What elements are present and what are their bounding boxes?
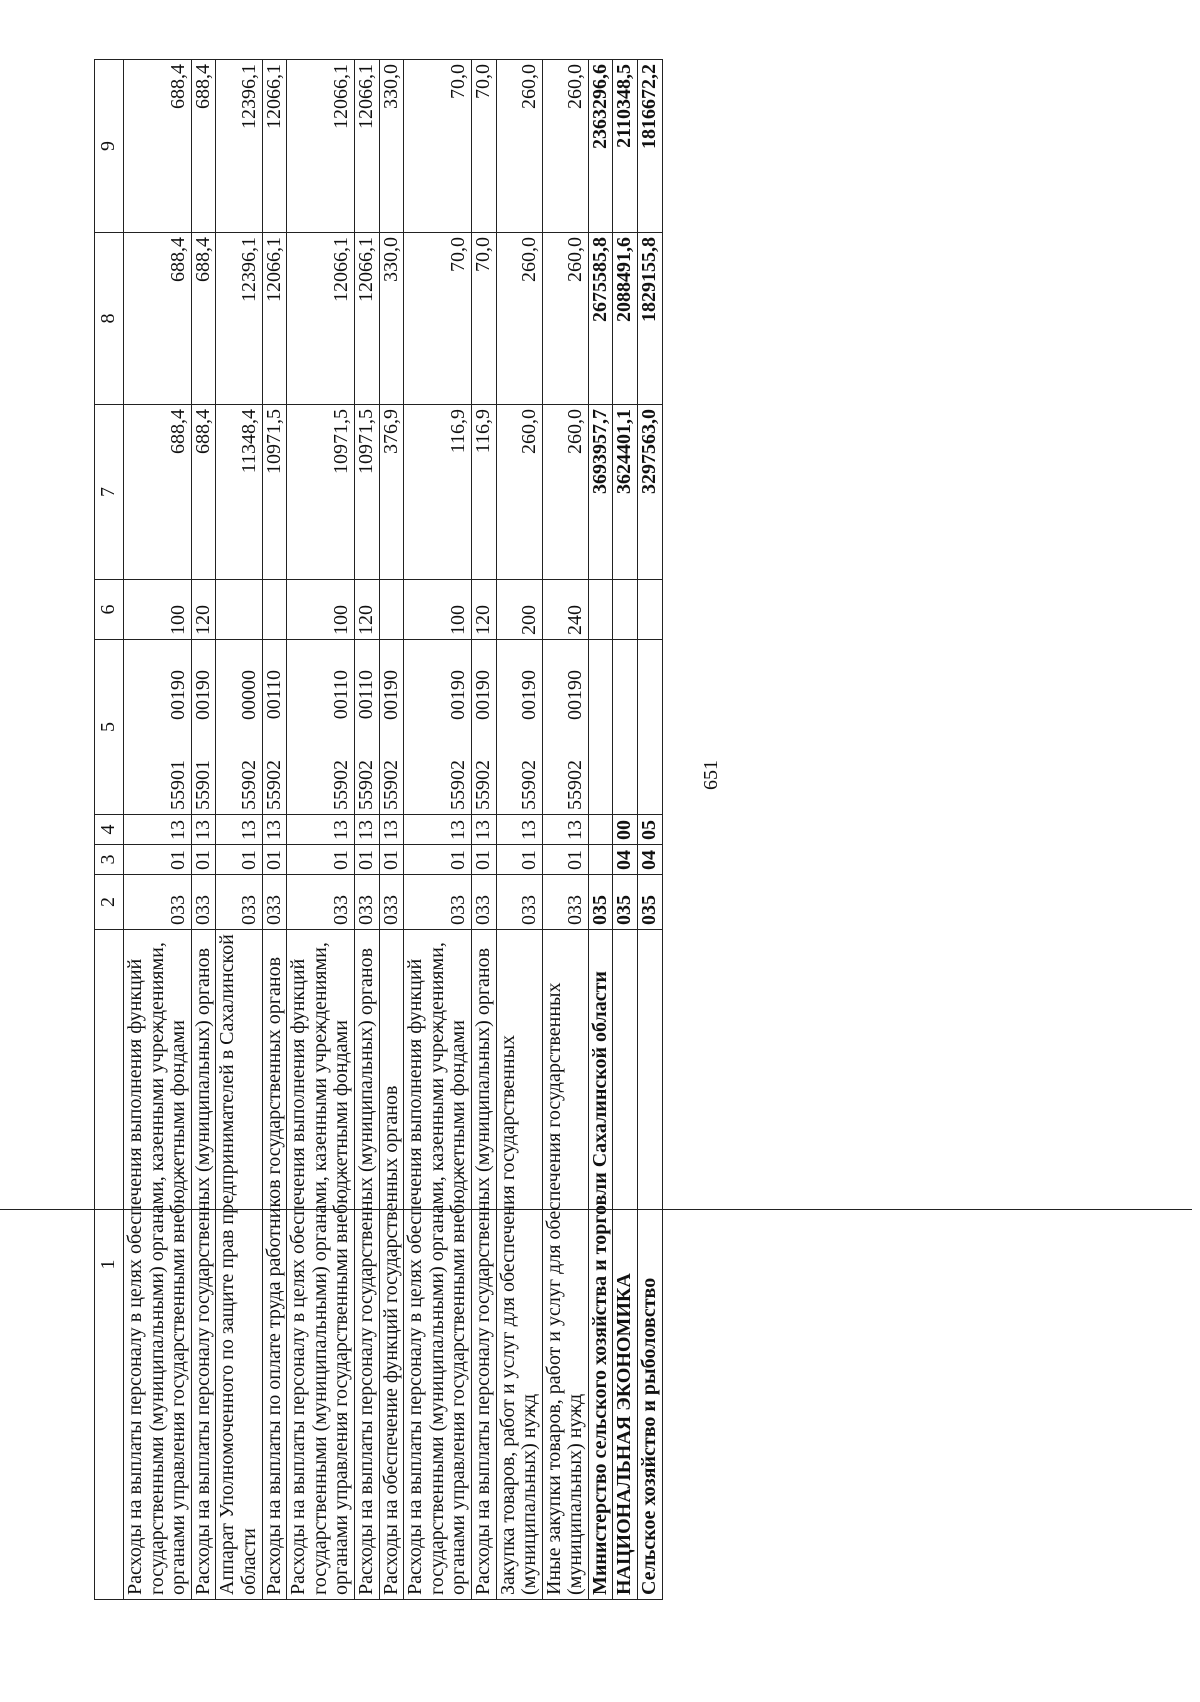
cell-amount-col7: 688,4 <box>191 405 216 580</box>
cell-amount-col7: 116,9 <box>471 405 496 580</box>
cell-expense-type: 120 <box>354 580 379 640</box>
cell-subsection: 13 <box>404 815 472 845</box>
cell-amount-col9: 70,0 <box>404 60 472 233</box>
cell-name: Министерство сельского хозяйства и торговли Сахалинской области <box>588 930 613 1600</box>
cell-amount-col9: 688,4 <box>124 60 192 233</box>
cell-section: 01 <box>216 845 262 875</box>
cell-amount-col9: 260,0 <box>496 60 542 233</box>
cell-target-article <box>638 640 663 815</box>
cell-ministry-code: 033 <box>542 875 588 930</box>
cell-target-article <box>588 640 613 815</box>
cell-target-article-direction: 00190 <box>518 670 541 720</box>
cell-subsection: 13 <box>542 815 588 845</box>
table-row <box>542 60 588 1600</box>
cell-section: 01 <box>287 845 355 875</box>
cell-ministry-code: 033 <box>262 875 287 930</box>
header-row <box>95 60 124 1600</box>
cell-amount-col7: 376,9 <box>379 405 404 580</box>
table-row <box>191 60 216 1600</box>
cell-subsection: 13 <box>216 815 262 845</box>
header-col-9: 9 <box>95 60 124 233</box>
cell-subsection: 13 <box>191 815 216 845</box>
cell-ministry-code: 033 <box>404 875 472 930</box>
cell-name: Иные закупки товаров, работ и услуг для обеспечения государственных (муниципальных) нужд <box>542 930 588 1600</box>
cell-target-article-direction: 00110 <box>330 670 353 720</box>
header-col-6: 6 <box>95 580 124 640</box>
cell-target-article-direction: 00110 <box>262 670 285 720</box>
cell-section: 01 <box>262 845 287 875</box>
cell-name: Расходы на выплаты персоналу государственных (муниципальных) органов <box>191 930 216 1600</box>
cell-expense-type: 100 <box>404 580 472 640</box>
cell-subsection: 13 <box>379 815 404 845</box>
table-body <box>124 60 663 1600</box>
cell-ministry-code: 033 <box>191 875 216 930</box>
cell-amount-col7: 11348,4 <box>216 405 262 580</box>
cell-target-article-program: 55902 <box>237 760 260 810</box>
cell-target-article <box>216 640 262 815</box>
cell-expense-type: 120 <box>471 580 496 640</box>
cell-amount-col9: 1816672,2 <box>638 60 663 233</box>
cell-name: Расходы на выплаты персоналу государственных (муниципальных) органов <box>471 930 496 1600</box>
cell-amount-col8: 12066,1 <box>262 233 287 405</box>
cell-target-article <box>124 640 192 815</box>
cell-ministry-code: 033 <box>287 875 355 930</box>
cell-amount-col8: 70,0 <box>471 233 496 405</box>
table-row <box>613 60 638 1600</box>
cell-name: Расходы на выплаты персоналу в целях обеспечения выполнения функций государственными (муниципальными) органами, казенными учреждениями, органами управления государственными внебюджетными фондами <box>404 930 472 1600</box>
cell-amount-col9: 260,0 <box>542 60 588 233</box>
cell-target-article-program: 55902 <box>564 760 587 810</box>
table-row <box>287 60 355 1600</box>
cell-section: 01 <box>354 845 379 875</box>
cell-name: Сельское хозяйство и рыболовство <box>638 930 663 1600</box>
cell-name: Расходы на выплаты по оплате труда работников государственных органов <box>262 930 287 1600</box>
cell-name: НАЦИОНАЛЬНАЯ ЭКОНОМИКА <box>613 930 638 1600</box>
cell-target-article <box>379 640 404 815</box>
cell-target-article <box>404 640 472 815</box>
cell-amount-col9: 2363296,6 <box>588 60 613 233</box>
cell-target-article-direction: 00190 <box>564 670 587 720</box>
table-row <box>354 60 379 1600</box>
cell-target-article <box>496 640 542 815</box>
table-row <box>638 60 663 1600</box>
cell-subsection: 13 <box>471 815 496 845</box>
cell-subsection: 13 <box>124 815 192 845</box>
header-col-4: 4 <box>95 815 124 845</box>
cell-target-article-direction: 00190 <box>379 670 402 720</box>
cell-ministry-code: 035 <box>588 875 613 930</box>
budget-table <box>94 59 663 1600</box>
cell-name: Расходы на обеспечение функций государственных органов <box>379 930 404 1600</box>
cell-target-article-program: 55902 <box>379 760 402 810</box>
cell-section: 04 <box>613 845 638 875</box>
cell-section: 01 <box>404 845 472 875</box>
cell-target-article <box>354 640 379 815</box>
cell-target-article <box>613 640 638 815</box>
table-row <box>496 60 542 1600</box>
cell-section: 01 <box>124 845 192 875</box>
cell-amount-col7: 3624401,1 <box>613 405 638 580</box>
cell-section: 04 <box>638 845 663 875</box>
cell-amount-col8: 12066,1 <box>287 233 355 405</box>
cell-target-article-direction: 00190 <box>447 670 470 720</box>
cell-amount-col8: 2088491,6 <box>613 233 638 405</box>
cell-target-article-program: 55902 <box>447 760 470 810</box>
cell-amount-col7: 688,4 <box>124 405 192 580</box>
cell-name: Закупка товаров, работ и услуг для обеспечения государственных (муниципальных) нужд <box>496 930 542 1600</box>
cell-section: 01 <box>191 845 216 875</box>
cell-subsection: 00 <box>613 815 638 845</box>
cell-target-article-direction: 00190 <box>471 670 494 720</box>
cell-section <box>588 845 613 875</box>
cell-ministry-code: 035 <box>638 875 663 930</box>
cell-amount-col8: 12066,1 <box>354 233 379 405</box>
cell-amount-col8: 330,0 <box>379 233 404 405</box>
cell-target-article-program: 55901 <box>167 760 190 810</box>
cell-target-article <box>542 640 588 815</box>
cell-target-article <box>262 640 287 815</box>
cell-ministry-code: 033 <box>354 875 379 930</box>
cell-amount-col7: 10971,5 <box>287 405 355 580</box>
cell-target-article-direction: 00110 <box>354 670 377 720</box>
cell-target-article <box>191 640 216 815</box>
cell-ministry-code: 033 <box>471 875 496 930</box>
cell-expense-type: 100 <box>124 580 192 640</box>
cell-amount-col7: 3693957,7 <box>588 405 613 580</box>
table-row <box>471 60 496 1600</box>
cell-target-article-program: 55902 <box>471 760 494 810</box>
cell-name: Расходы на выплаты персоналу в целях обеспечения выполнения функций государственными (муниципальными) органами, казенными учреждениями, органами управления государственными внебюджетными фондами <box>287 930 355 1600</box>
header-col-1: 1 <box>95 930 124 1600</box>
cell-amount-col8: 688,4 <box>124 233 192 405</box>
cell-expense-type: 100 <box>287 580 355 640</box>
cell-section: 01 <box>496 845 542 875</box>
cell-amount-col9: 12066,1 <box>287 60 355 233</box>
table-row <box>404 60 472 1600</box>
cell-target-article-program: 55902 <box>518 760 541 810</box>
cell-subsection: 13 <box>354 815 379 845</box>
cell-subsection: 05 <box>638 815 663 845</box>
cell-amount-col7: 3297563,0 <box>638 405 663 580</box>
cell-expense-type <box>613 580 638 640</box>
cell-section: 01 <box>379 845 404 875</box>
cell-ministry-code: 033 <box>124 875 192 930</box>
cell-amount-col7: 10971,5 <box>262 405 287 580</box>
cell-amount-col8: 1829155,8 <box>638 233 663 405</box>
cell-target-article-program: 55902 <box>330 760 353 810</box>
cell-amount-col8: 260,0 <box>496 233 542 405</box>
cell-ministry-code: 033 <box>216 875 262 930</box>
cell-amount-col8: 70,0 <box>404 233 472 405</box>
cell-amount-col9: 330,0 <box>379 60 404 233</box>
cell-expense-type <box>638 580 663 640</box>
cell-amount-col8: 260,0 <box>542 233 588 405</box>
cell-target-article-program: 55901 <box>191 760 214 810</box>
cell-expense-type <box>216 580 262 640</box>
cell-ministry-code: 033 <box>379 875 404 930</box>
cell-amount-col7: 10971,5 <box>354 405 379 580</box>
cell-expense-type: 200 <box>496 580 542 640</box>
header-col-7: 7 <box>95 405 124 580</box>
cell-target-article <box>471 640 496 815</box>
cell-name: Расходы на выплаты персоналу государственных (муниципальных) органов <box>354 930 379 1600</box>
table-row <box>216 60 262 1600</box>
cell-amount-col9: 12066,1 <box>354 60 379 233</box>
cell-amount-col8: 2675585,8 <box>588 233 613 405</box>
cell-amount-col7: 116,9 <box>404 405 472 580</box>
cell-name: Аппарат Уполномоченного по защите прав предпринимателей в Сахалинской области <box>216 930 262 1600</box>
cell-expense-type: 120 <box>191 580 216 640</box>
header-col-2: 2 <box>95 875 124 930</box>
header-col-3: 3 <box>95 845 124 875</box>
cell-target-article-program: 55902 <box>354 760 377 810</box>
table-row <box>262 60 287 1600</box>
page-number: 651 <box>700 760 722 790</box>
table-row <box>124 60 192 1600</box>
cell-amount-col9: 2110348,5 <box>613 60 638 233</box>
cell-amount-col8: 12396,1 <box>216 233 262 405</box>
header-col-5: 5 <box>95 640 124 815</box>
table-row <box>379 60 404 1600</box>
cell-expense-type: 240 <box>542 580 588 640</box>
cell-subsection: 13 <box>287 815 355 845</box>
cell-amount-col9: 12396,1 <box>216 60 262 233</box>
cell-target-article-direction: 00190 <box>191 670 214 720</box>
cell-expense-type <box>379 580 404 640</box>
cell-section: 01 <box>471 845 496 875</box>
cell-ministry-code: 033 <box>496 875 542 930</box>
cell-amount-col7: 260,0 <box>542 405 588 580</box>
cell-target-article <box>287 640 355 815</box>
cell-expense-type <box>262 580 287 640</box>
cell-expense-type <box>588 580 613 640</box>
cell-subsection <box>588 815 613 845</box>
header-col-8: 8 <box>95 233 124 405</box>
cell-amount-col9: 12066,1 <box>262 60 287 233</box>
budget-table-wrapper <box>94 60 663 1600</box>
cell-section: 01 <box>542 845 588 875</box>
cell-amount-col7: 260,0 <box>496 405 542 580</box>
cell-subsection: 13 <box>496 815 542 845</box>
cell-subsection: 13 <box>262 815 287 845</box>
cell-target-article-direction: 00000 <box>237 670 260 720</box>
cell-name: Расходы на выплаты персоналу в целях обеспечения выполнения функций государственными (муниципальными) органами, казенными учреждениями, органами управления государственными внебюджетными фондами <box>124 930 192 1600</box>
cell-amount-col9: 688,4 <box>191 60 216 233</box>
cell-target-article-direction: 00190 <box>167 670 190 720</box>
cell-amount-col9: 70,0 <box>471 60 496 233</box>
cell-ministry-code: 035 <box>613 875 638 930</box>
cell-amount-col8: 688,4 <box>191 233 216 405</box>
cell-target-article-program: 55902 <box>262 760 285 810</box>
table-row <box>588 60 613 1600</box>
